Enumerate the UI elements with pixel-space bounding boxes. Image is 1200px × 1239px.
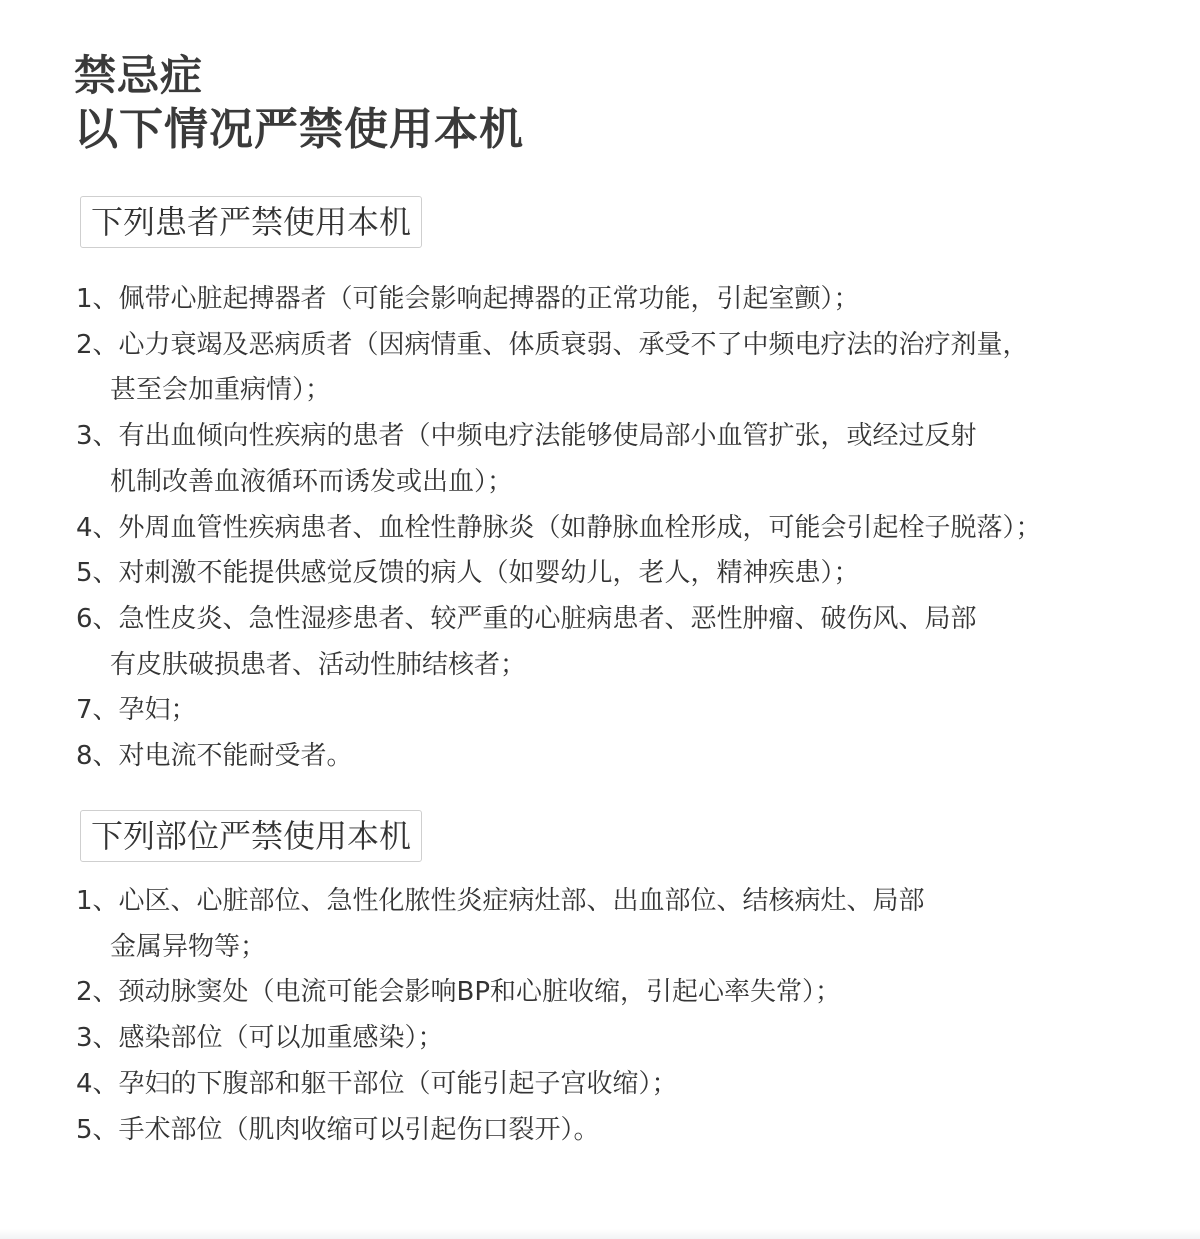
list-item — [76, 688, 1042, 734]
body-parts-contraindication-list — [76, 879, 925, 1153]
list-item-text: 1、佩带心脏起搏器者（可能会影响起搏器的正常功能，引起室颤）； — [76, 284, 860, 314]
patients-contraindication-list — [76, 277, 1042, 780]
list-item-text: 3、有出血倾向性疾病的患者（中频电疗法能够使局部小血管扩张，或经过反射 — [76, 421, 977, 452]
list-item-text: 2、颈动脉窦处（电流可能会影响BP和心脏收缩，引起心率失常）； — [76, 977, 842, 1008]
list-item — [76, 1016, 925, 1062]
bottom-divider — [0, 1229, 1200, 1239]
list-item-continuation: 金属异物等； — [110, 931, 267, 962]
page-title — [74, 48, 524, 156]
list-item-text: 5、手术部位（肌肉收缩可以引起伤口裂开）。 — [76, 1114, 600, 1145]
list-item — [76, 277, 1042, 323]
list-item — [76, 970, 925, 1016]
title-line-2: 以下情况严禁使用本机 — [74, 104, 524, 155]
list-item — [76, 506, 1042, 552]
list-item — [76, 734, 1042, 780]
list-item-text: 7、孕妇； — [76, 695, 197, 726]
list-item-text: 6、急性皮炎、急性湿疹患者、较严重的心脏病患者、恶性肿瘤、破伤风、局部 — [76, 603, 977, 634]
list-item-text: 5、对刺激不能提供感觉反馈的病人（如婴幼儿，老人，精神疾患）； — [76, 558, 860, 589]
list-item — [76, 414, 1042, 505]
list-item-text: 8、对电流不能耐受者。 — [76, 741, 353, 772]
list-item-continuation: 甚至会加重病情）； — [110, 375, 332, 406]
section-label-body-parts: 下列部位严禁使用本机 — [80, 810, 422, 862]
list-item-text: 1、心区、心脏部位、急性化脓性炎症病灶部、出血部位、结核病灶、局部 — [76, 886, 925, 916]
list-item — [76, 323, 1042, 414]
list-item-text: 2、心力衰竭及恶病质者（因病情重、体质衰弱、承受不了中频电疗法的治疗剂量， — [76, 329, 1029, 360]
list-item-continuation: 有皮肤破损患者、活动性肺结核者； — [110, 649, 527, 680]
list-item — [76, 1062, 925, 1108]
list-item — [76, 879, 925, 970]
list-item-text: 4、外周血管性疾病患者、血栓性静脉炎（如静脉血栓形成，可能会引起栓子脱落）； — [76, 512, 1042, 543]
section-label-patients: 下列患者严禁使用本机 — [80, 196, 422, 248]
list-item — [76, 551, 1042, 597]
list-item — [76, 1108, 925, 1154]
list-item-continuation: 机制改善血液循环而诱发或出血）； — [110, 466, 514, 497]
title-line-1: 禁忌症 — [74, 51, 204, 100]
list-item-text: 4、孕妇的下腹部和躯干部位（可能引起子宫收缩）； — [76, 1068, 678, 1099]
list-item — [76, 597, 1042, 688]
list-item-text: 3、感染部位（可以加重感染）； — [76, 1023, 444, 1054]
